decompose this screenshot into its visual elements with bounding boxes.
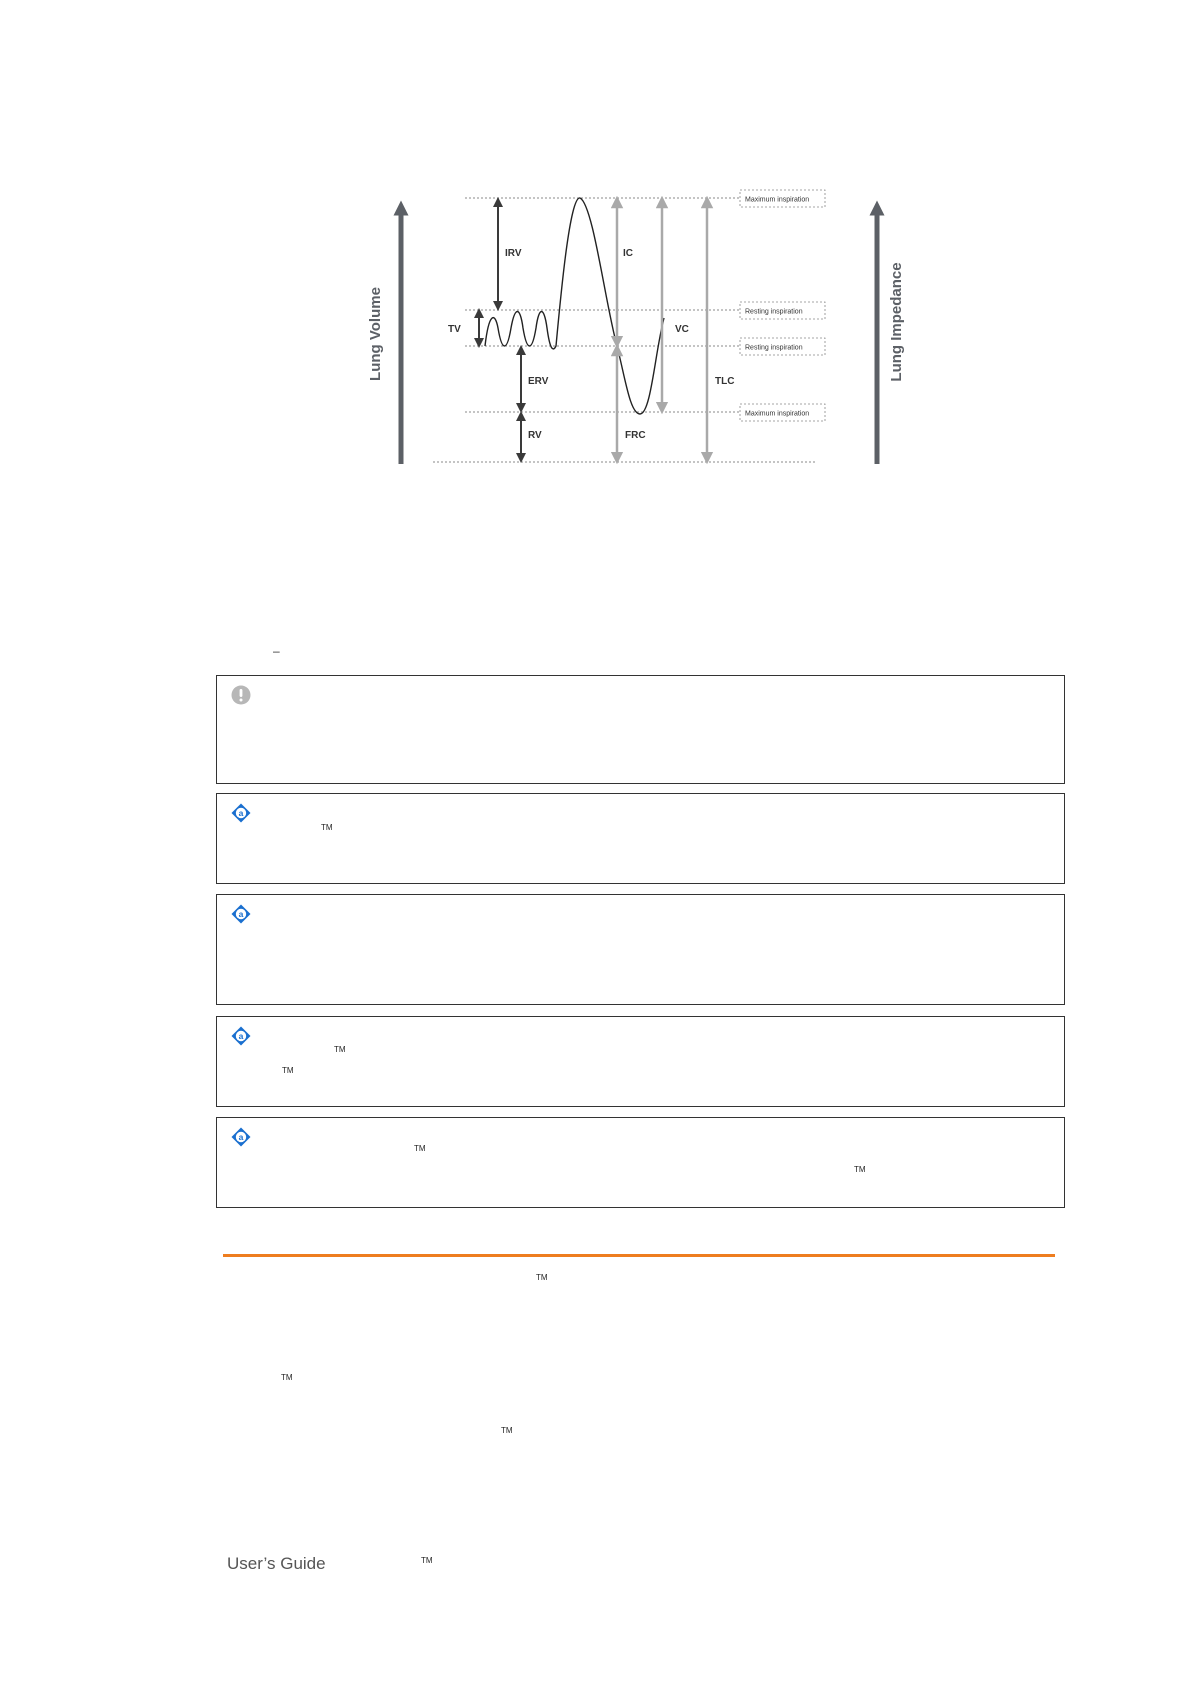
level-label-resting-upper: Resting inspiration	[745, 308, 803, 316]
info-icon	[231, 904, 251, 924]
dash-mark: –	[273, 644, 280, 658]
info-box-3	[216, 1016, 1065, 1107]
irv-label: IRV	[505, 248, 522, 259]
trademark-mark: TM	[421, 1556, 433, 1565]
vc-label: VC	[675, 324, 689, 335]
caution-icon	[231, 685, 251, 705]
frc-label: FRC	[625, 430, 646, 441]
svg-text:a: a	[238, 1132, 244, 1143]
level-label-resting-lower: Resting inspiration	[745, 344, 803, 352]
caution-box	[216, 675, 1065, 784]
level-label-max-bottom: Maximum inspiration	[745, 410, 810, 418]
info-icon	[231, 803, 251, 823]
trademark-mark: TM	[854, 1165, 866, 1174]
trademark-mark: TM	[501, 1426, 513, 1435]
erv-label: ERV	[528, 376, 549, 387]
tv-label: TV	[448, 324, 461, 335]
info-box-1	[216, 793, 1065, 884]
breathing-trace	[485, 198, 664, 414]
trademark-mark: TM	[321, 823, 333, 832]
trademark-mark: TM	[281, 1373, 293, 1382]
lung-volume-diagram	[355, 182, 915, 472]
info-box-2	[216, 894, 1065, 1005]
info-box-4	[216, 1117, 1065, 1208]
section-divider	[223, 1254, 1055, 1257]
info-icon	[231, 1026, 251, 1046]
trademark-mark: TM	[334, 1045, 346, 1054]
trademark-mark: TM	[282, 1066, 294, 1075]
svg-text:a: a	[238, 808, 244, 819]
tlc-label: TLC	[715, 376, 735, 387]
info-icon	[231, 1127, 251, 1147]
trademark-mark: TM	[536, 1273, 548, 1282]
trademark-mark: TM	[414, 1144, 426, 1153]
lung-volume-label: Lung Volume	[367, 287, 384, 381]
ic-label: IC	[623, 248, 633, 259]
svg-text:a: a	[238, 1031, 244, 1042]
rv-label: RV	[528, 430, 542, 441]
level-label-max-top: Maximum inspiration	[745, 196, 810, 204]
footer-users-guide: User’s Guide	[227, 1554, 326, 1573]
lung-impedance-label: Lung Impedance	[888, 262, 905, 382]
svg-text:a: a	[238, 909, 244, 920]
